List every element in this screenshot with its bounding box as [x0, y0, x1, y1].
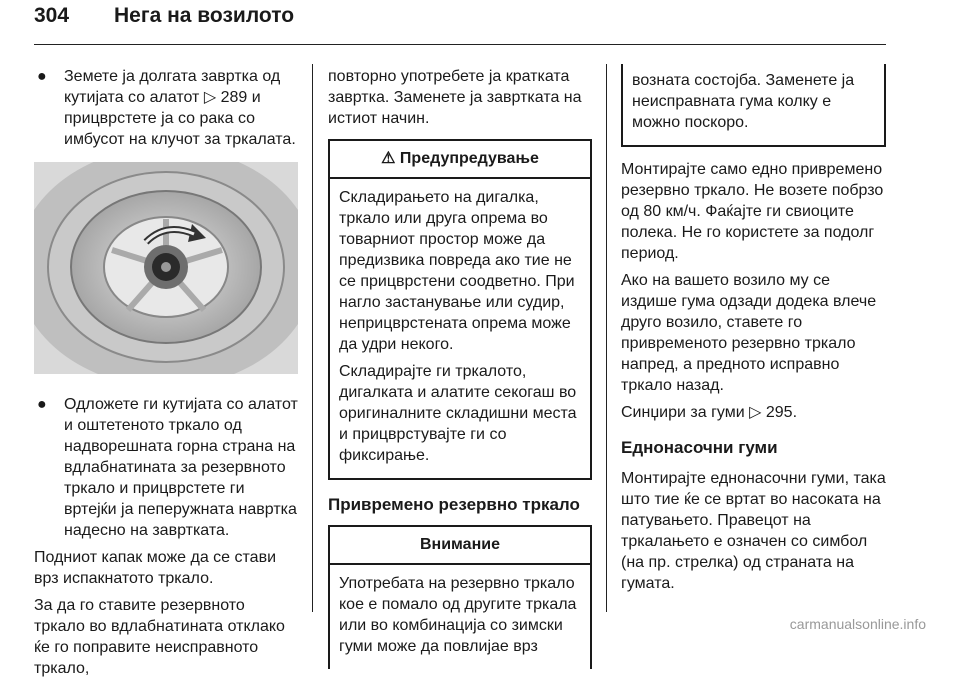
page-ref-arrow-icon: ▷	[749, 404, 762, 421]
warning-triangle-icon: ⚠	[381, 150, 396, 167]
warning-box	[328, 139, 592, 480]
column-divider-2	[606, 64, 607, 612]
paragraph: Подниот капак може да се стави врз испакнатото тркало.	[34, 549, 277, 587]
caution-body: Употребата на резервно тркало кое е помало од другите тркала или во комбинација со зимски гуми може да повлијае врз	[339, 575, 577, 655]
paragraph: За да го ставите резервното тркало во вдлабнатината отклако ќе го поправите неисправното тркало,	[34, 597, 285, 677]
section-heading: Еднонасочни гуми	[621, 438, 778, 457]
paragraph: Синџири за гуми ▷ 295.	[621, 404, 798, 421]
header-rule	[34, 44, 886, 45]
column-3	[621, 64, 886, 600]
page-ref-link[interactable]: 295.	[765, 404, 798, 421]
paragraph: Ако на вашето возило му се издише гума одзади додека влече друго возило, ставете го привременото резервно тркало напред, а предното исправно тркало назад.	[621, 272, 877, 394]
warning-header: ⚠ Предупредување	[330, 141, 590, 179]
paragraph: повторно употребете ја кратката завртка. Заменете ја завртката на истиот начин.	[328, 68, 582, 127]
bullet-item: ● Земете ја долгата завртка од кутијата со алатот ▷ 289 и прицврстете ја со рака со имбусот на клучот за тркалата.	[37, 68, 296, 148]
column-2	[328, 66, 592, 669]
warning-body: Складирањето на дигалка, тркало или друга опрема во товарниот простор може да предизвика повреда ако тие не се прицврстени соодветно. При нагло застанување или судир, неприцврстената опрема може да удри некого. Складирајте ги тркалото, дигалката и алатите секогаш во оригиналните складишни места и прицврстувајте ги со фиксирање.	[339, 189, 577, 464]
page-ref-link[interactable]: 289	[220, 89, 248, 106]
page-ref-arrow-icon: ▷	[203, 89, 217, 106]
caution-box	[328, 525, 592, 669]
section-title: Нега на возилото	[114, 4, 295, 27]
watermark: carmanualsonline.info	[789, 616, 926, 632]
column-1	[34, 66, 300, 685]
section-heading: Привремено резервно тркало	[328, 495, 580, 514]
caution-box-continued: возната состојба. Заменете ја неисправната гума колку е можно поскоро.	[621, 64, 886, 147]
spare-wheel-photo	[34, 162, 298, 374]
paragraph: Монтирајте само едно привремено резервно тркало. Не возете побрзо од 80 км/ч. Фаќајте ги свиоците полека. Не го користете за подолг период.	[621, 161, 884, 262]
caution-header: Внимание	[330, 527, 590, 565]
page-header	[34, 4, 294, 28]
page-number: 304	[34, 4, 70, 27]
column-divider-1	[312, 64, 313, 612]
bullet-item: ● Одложете ги кутијата со алатот и оштетеното тркало од надворешната горна страна на вдлабнатината за резервното тркало и прицврстете ги вртејќи ја пеперужната навртка надесно на завртката.	[37, 396, 298, 539]
paragraph: Монтирајте еднонасочни гуми, така што тие ќе се вртат во насоката на патувањето. Правецот на тркалањето е означен со симбол (на пр. стрелка) од страната на гумата.	[621, 470, 886, 592]
